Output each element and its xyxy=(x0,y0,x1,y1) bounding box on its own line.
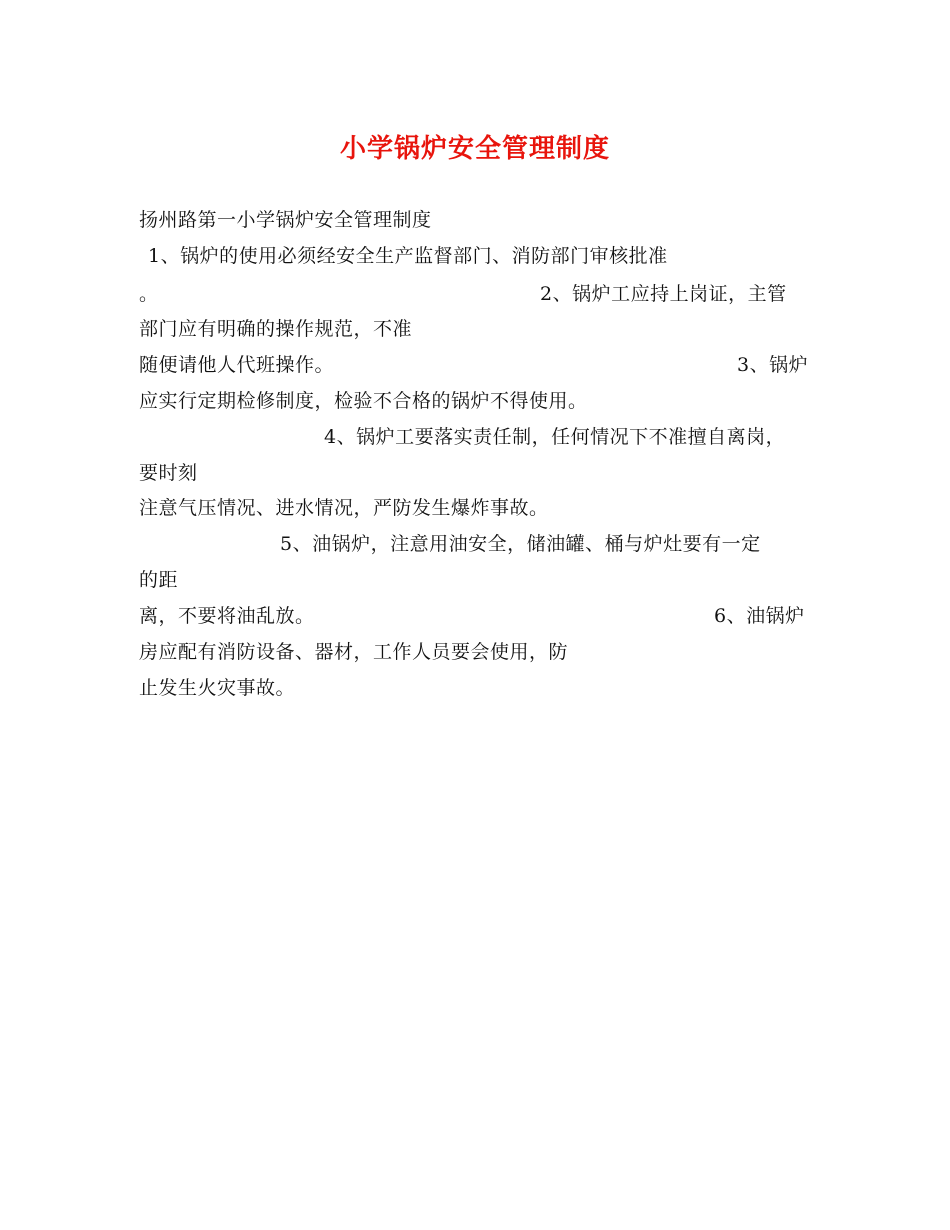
document-title: 小学锅炉安全管理制度 xyxy=(339,134,610,164)
text-line: 6、油锅炉 xyxy=(714,605,805,627)
text-line: 止发生火灾事故。 xyxy=(139,677,296,699)
text-line: 离，不要将油乱放。 xyxy=(139,605,315,627)
text-line: 要时刻 xyxy=(139,462,198,484)
subtitle-line: 扬州路第一小学锅炉安全管理制度 xyxy=(139,209,432,231)
text-line: 房应配有消防设备、器材，工作人员要会使用，防 xyxy=(139,641,569,663)
text-line: 随便请他人代班操作。 xyxy=(139,354,335,376)
text-line: 注意气压情况、进水情况，严防发生爆炸事故。 xyxy=(139,497,549,519)
text-line: 2、锅炉工应持上岗证，主管 xyxy=(540,283,787,305)
text-line: 的距 xyxy=(139,569,179,591)
text-line: 应实行定期检修制度，检验不合格的锅炉不得使用。 xyxy=(139,390,588,412)
text-line: 4、锅炉工要落实责任制，任何情况下不准擅自离岗， xyxy=(324,426,786,448)
text-line: 1、锅炉的使用必须经安全生产监督部门、消防部门审核批准 xyxy=(148,245,668,267)
text-line: 。 xyxy=(139,283,159,305)
text-line: 部门应有明确的操作规范，不准 xyxy=(139,318,413,340)
text-line: 3、锅炉 xyxy=(737,354,809,376)
text-line: 5、油锅炉，注意用油安全，储油罐、桶与炉灶要有一定 xyxy=(280,533,761,555)
